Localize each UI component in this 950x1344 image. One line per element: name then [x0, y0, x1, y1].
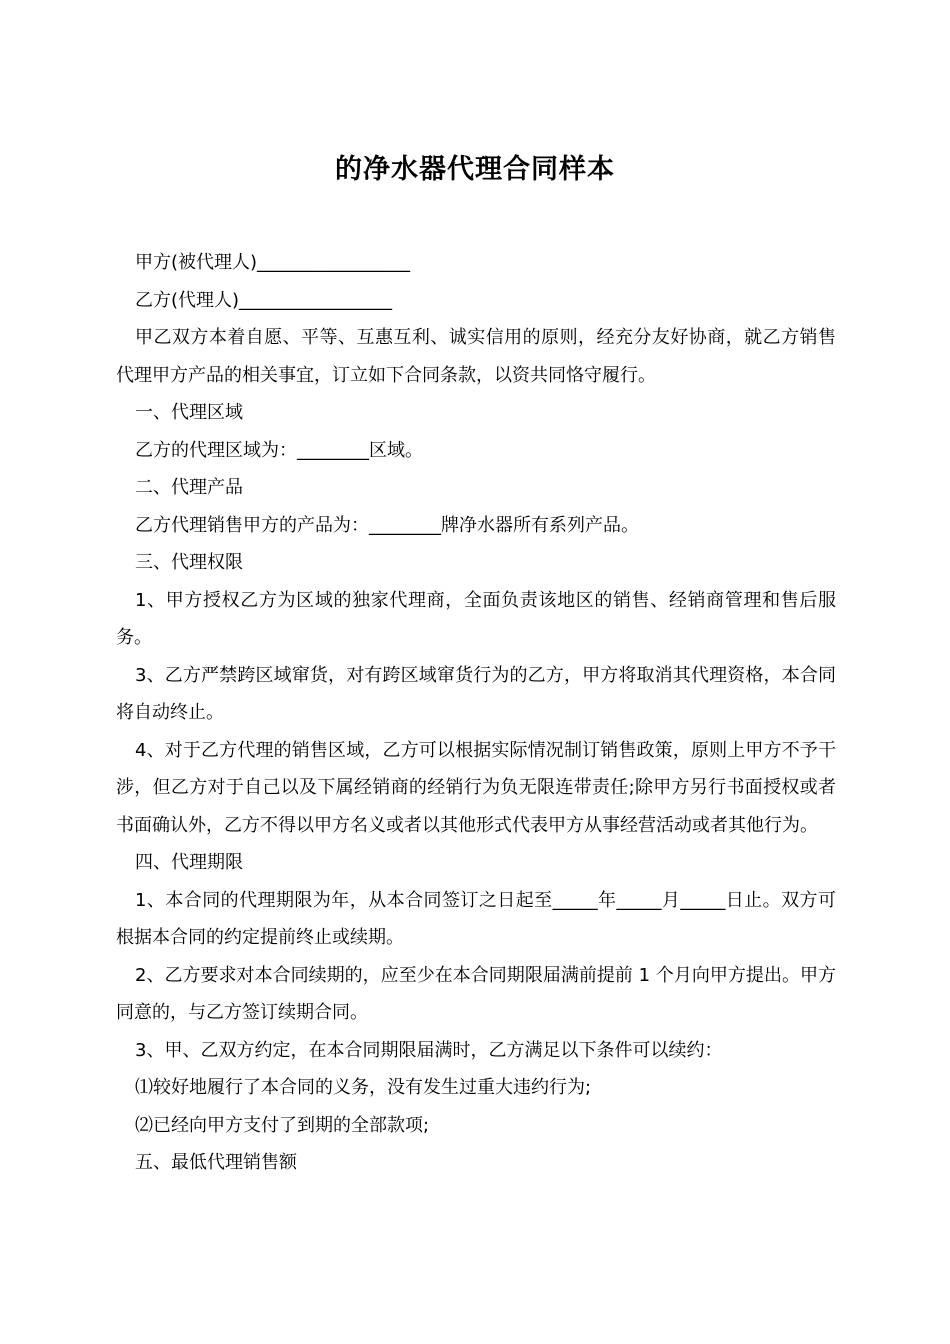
authority-clause-3: 3、乙方严禁跨区域窜货，对有跨区域窜货行为的乙方，甲方将取消其代理资格，本合同将自动终止。	[116, 664, 836, 723]
section-heading-products: 二、代理产品	[135, 477, 243, 498]
section-heading-minimum-sales: 五、最低代理销售额	[135, 1152, 297, 1173]
term-clause-3: 3、甲、乙双方约定，在本合同期限届满时，乙方满足以下条件可以续约：	[135, 1039, 723, 1061]
area-clause: 乙方的代理区域为：________区域。	[135, 439, 423, 461]
authority-clause-1: 1、甲方授权乙方为区域的独家代理商，全面负责该地区的销售、经销商管理和售后服务。	[116, 589, 836, 648]
section-heading-area: 一、代理区域	[135, 402, 243, 423]
section-heading-authority: 三、代理权限	[135, 552, 243, 573]
section-heading-term: 四、代理期限	[135, 852, 243, 873]
document-body	[116, 244, 836, 1182]
products-clause: 乙方代理销售甲方的产品为：________牌净水器所有系列产品。	[135, 514, 639, 536]
party-a-line: 甲方(被代理人)_________________	[135, 252, 411, 273]
document-title: 的净水器代理合同样本	[335, 154, 615, 186]
term-clause-1: 1、本合同的代理期限为年，从本合同签订之日起至_____年_____月_____日止。双方可根据本合同的约定提前终止或续期。	[116, 889, 836, 948]
authority-clause-4: 4、对于乙方代理的销售区域，乙方可以根据实际情况制订销售政策，原则上甲方不予干涉，但乙方对于自己以及下属经销商的经销行为负无限连带责任;除甲方另行书面授权或者书面确认外，乙方不得以甲方名义或者以其他形式代表甲方从事经营活动或者其他行为。	[116, 739, 836, 836]
preamble-paragraph: 甲乙双方本着自愿、平等、互惠互利、诚实信用的原则，经充分友好协商，就乙方销售代理甲方产品的相关事宜，订立如下合同条款，以资共同恪守履行。	[116, 327, 836, 386]
party-b-line: 乙方(代理人)_________________	[135, 289, 393, 311]
term-clause-2: 2、乙方要求对本合同续期的，应至少在本合同期限届满前提前 1 个月向甲方提出。甲方同意的，与乙方签订续期合同。	[116, 964, 836, 1023]
renewal-condition-1: ⑴较好地履行了本合同的义务，没有发生过重大违约行为;	[135, 1077, 592, 1098]
renewal-condition-2: ⑵已经向甲方支付了到期的全部款项;	[135, 1114, 430, 1136]
